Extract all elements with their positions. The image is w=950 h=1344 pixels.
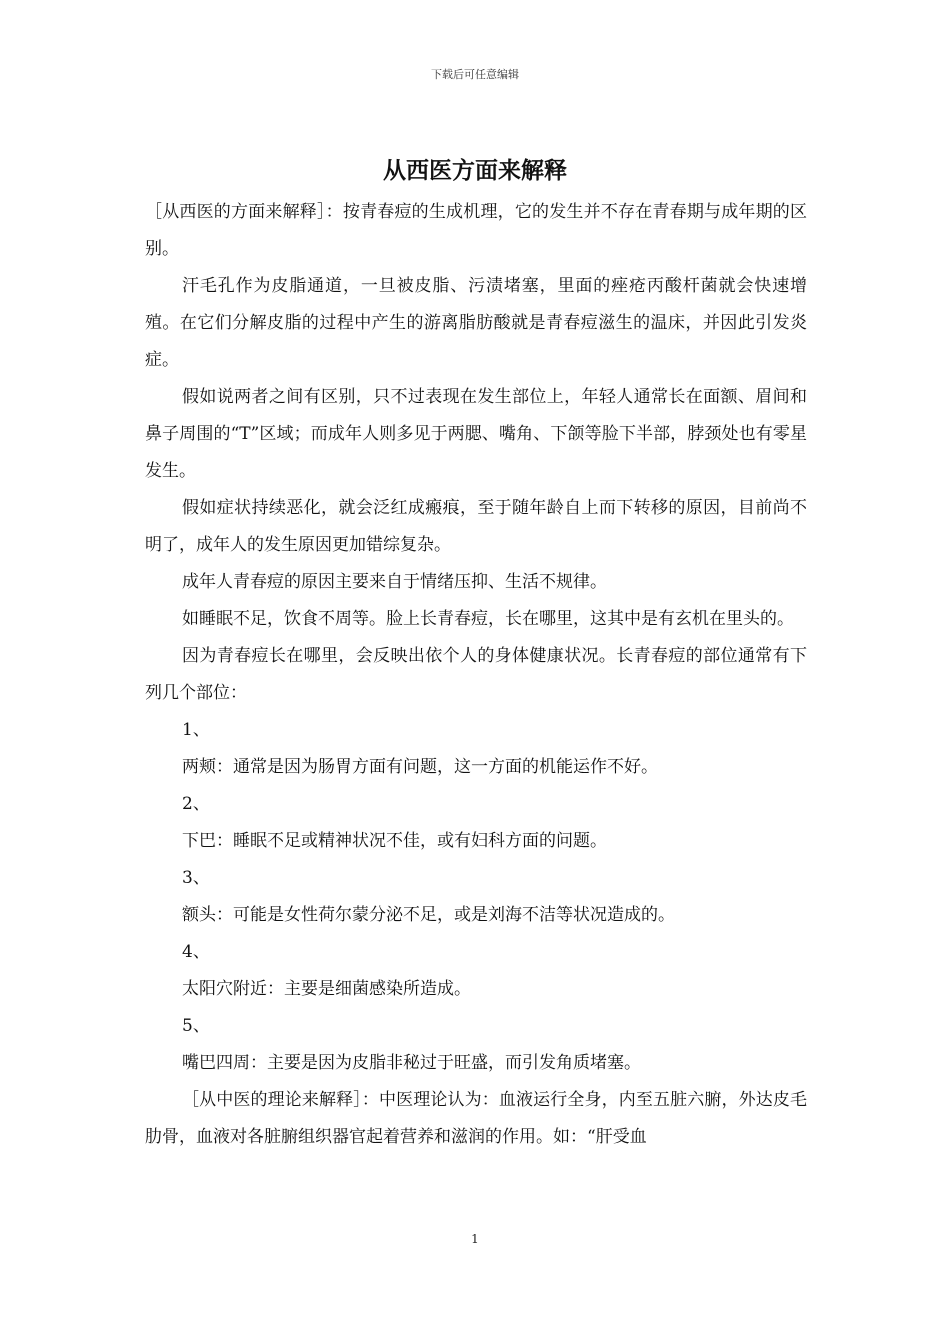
document-title: 从西医方面来解释: [383, 158, 567, 184]
list-item: 下巴：睡眠不足或精神状况不佳，或有妇科方面的问题。: [182, 831, 607, 851]
paragraph: 因为青春痘长在哪里，会反映出依个人的身体健康状况。长青春痘的部位通常有下列几个部位：: [145, 646, 807, 703]
page-header: 下载后可任意编辑: [431, 68, 519, 81]
paragraph: ［从西医的方面来解释］：按青春痘的生成机理，它的发生并不存在青春期与成年期的区别。: [145, 202, 807, 259]
list-number: 4、: [182, 942, 210, 962]
paragraph: 假如说两者之间有区别，只不过表现在发生部位上，年轻人通常长在面额、眉间和鼻子周围的“T”区域；而成年人则多见于两腮、嘴角、下颌等脸下半部，脖颈处也有零星发生。: [145, 387, 807, 481]
document-body: [145, 194, 807, 1156]
list-number: 1、: [182, 720, 210, 740]
paragraph: 成年人青春痘的原因主要来自于情绪压抑、生活不规律。: [182, 572, 607, 592]
paragraph: 如睡眠不足，饮食不周等。脸上长青春痘，长在哪里，这其中是有玄机在里头的。: [182, 609, 794, 629]
list-item: 额头：可能是女性荷尔蒙分泌不足，或是刘海不洁等状况造成的。: [182, 905, 675, 925]
list-item: 两颊：通常是因为肠胃方面有问题，这一方面的机能运作不好。: [182, 757, 658, 777]
list-item: 嘴巴四周：主要是因为皮脂非秘过于旺盛，而引发角质堵塞。: [182, 1053, 641, 1073]
list-number: 5、: [182, 1016, 210, 1036]
page-number: 1: [471, 1232, 479, 1246]
list-number: 3、: [182, 868, 210, 888]
list-number: 2、: [182, 794, 210, 814]
list-item: 太阳穴附近：主要是细菌感染所造成。: [182, 979, 471, 999]
paragraph: 汗毛孔作为皮脂通道，一旦被皮脂、污渍堵塞，里面的痤疮丙酸杆菌就会快速增殖。在它们分解皮脂的过程中产生的游离脂肪酸就是青春痘滋生的温床，并因此引发炎症。: [145, 276, 807, 370]
paragraph: 假如症状持续恶化，就会泛红成瘢痕，至于随年龄自上而下转移的原因，目前尚不明了，成年人的发生原因更加错综复杂。: [145, 498, 807, 555]
paragraph: ［从中医的理论来解释］：中医理论认为：血液运行全身，内至五脏六腑，外达皮毛肋骨，血液对各脏腑组织器官起着营养和滋润的作用。如：“肝受血: [145, 1090, 807, 1147]
